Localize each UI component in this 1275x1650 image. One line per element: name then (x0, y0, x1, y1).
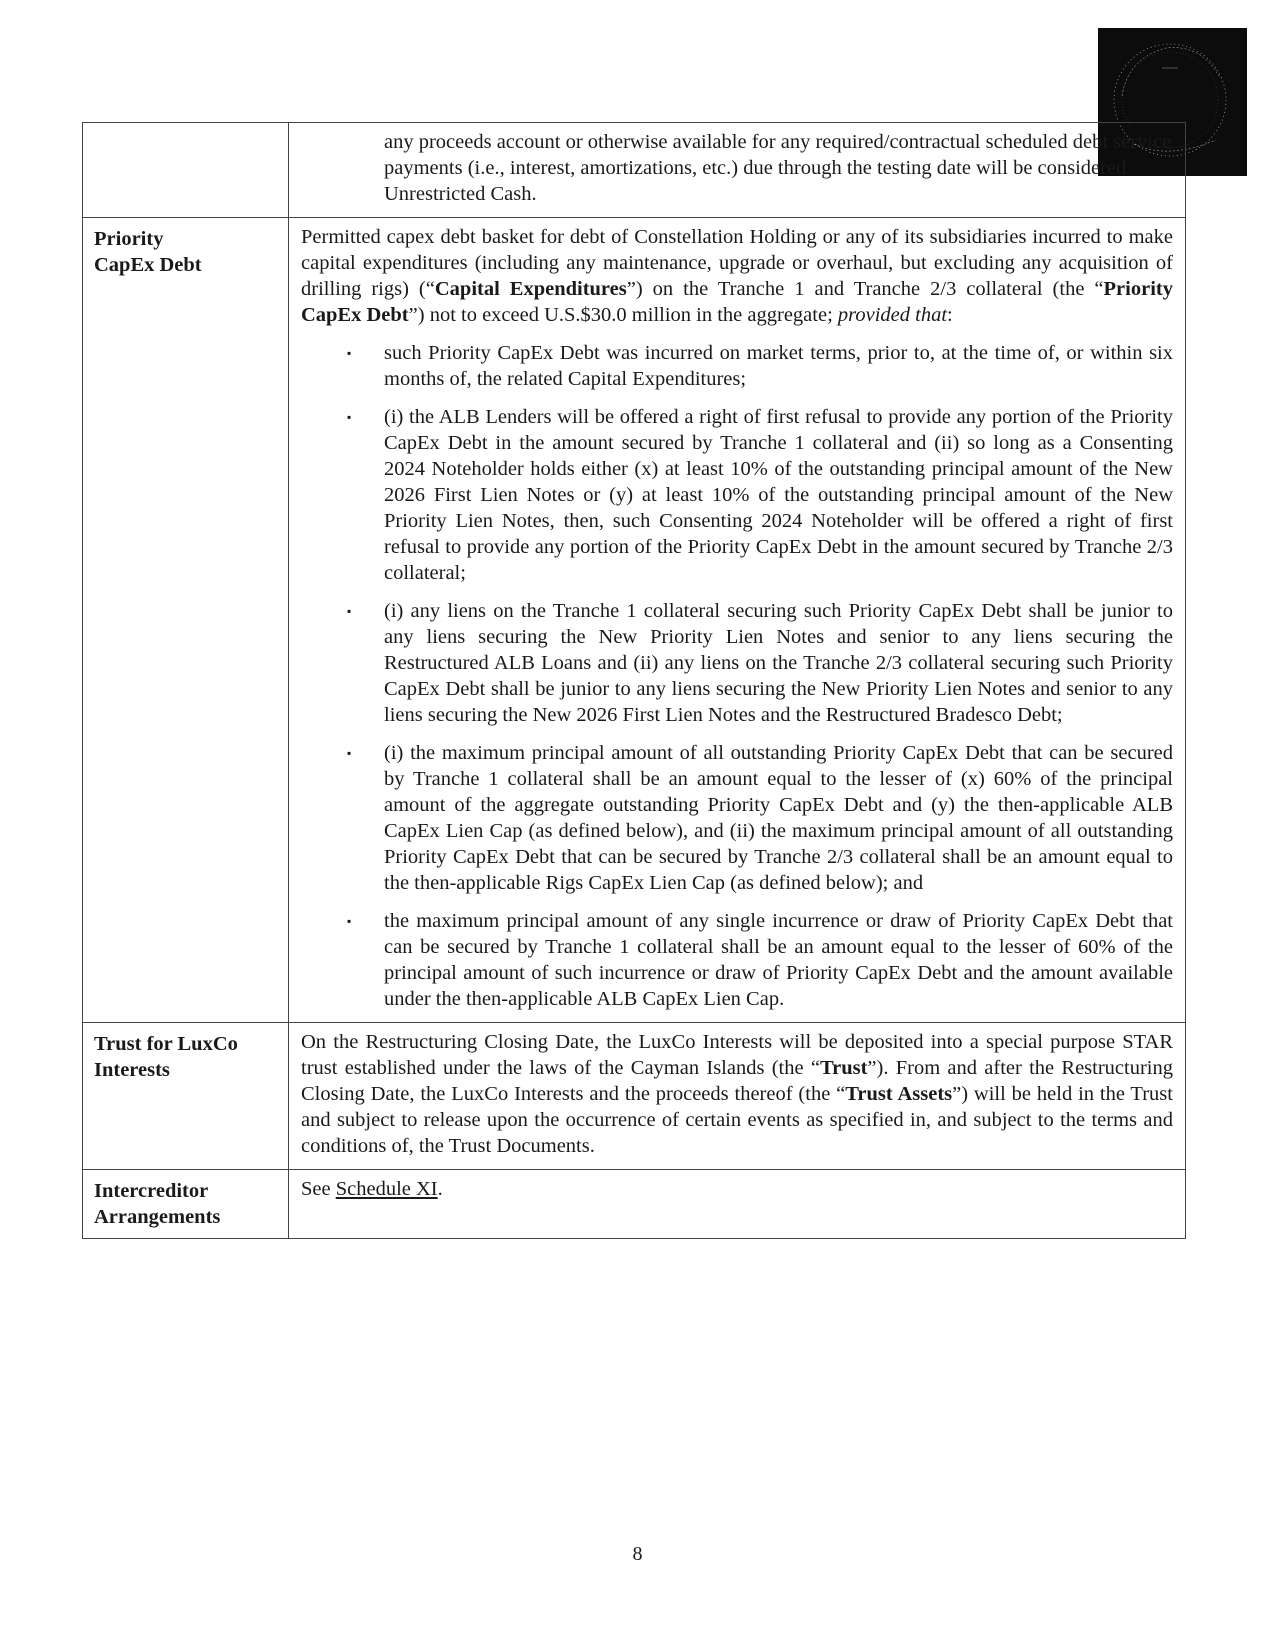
italic-text: provided that (837, 304, 948, 326)
term-line: Interests (94, 1059, 170, 1081)
term-sheet-table (82, 122, 1186, 1239)
text-run: ”) on the Tranche 1 and Tranche 2/3 collateral (the “ (626, 278, 1104, 300)
bullet-marker: ▪ (347, 604, 352, 618)
row-term (83, 218, 289, 1023)
text-run: Permitted capex debt basket for debt of Constellation Holding or any of its subsidiaries incurred to make capital expenditures (including any maintenance, upgrade or overhaul, but excluding any acquisition of drilling rigs) (“ (301, 226, 1173, 300)
term-line: Trust for LuxCo (94, 1033, 238, 1055)
list-item-text: (i) the ALB Lenders will be offered a right of first refusal to provide any portion of the Priority CapEx Debt in the amount secured by Tranche 1 collateral and (ii) so long as a Consenting 2024 Noteholder holds either (x) at least 10% of the outstanding principal amount of the New 2026 First Lien Notes or (y) at least 10% of the outstanding principal amount of the New Priority Lien Notes, then, such Consenting 2024 Noteholder will be offered a right of first refusal to provide any portion of the Priority CapEx Debt in the amount secured by Tranche 2/3 collateral; (384, 406, 1173, 584)
text-run: : (947, 304, 953, 326)
defined-term: Capital Expenditures (434, 278, 627, 300)
list-item (301, 598, 1173, 728)
row-body (289, 1170, 1186, 1239)
bullet-marker: ▪ (347, 914, 352, 928)
table-row (83, 1023, 1186, 1170)
table-row (83, 218, 1186, 1023)
text-run: ”). From and after the Restructuring Closing Date, the LuxCo Interests and the proceeds thereof (the “ (301, 1057, 1173, 1105)
text-run: See (301, 1178, 336, 1200)
text-run: On the Restructuring Closing Date, the LuxCo Interests will be deposited into a special purpose STAR trust established under the laws of the Cayman Islands (the “ (301, 1031, 1173, 1079)
list-item-text: the maximum principal amount of any single incurrence or draw of Priority CapEx Debt that can be secured by Tranche 1 collateral shall be an amount equal to the lesser of 60% of the principal amount of such incurrence or draw of Priority CapEx Debt and the amount available under the then-applicable ALB CapEx Lien Cap. (384, 910, 1173, 1010)
text-run: . (437, 1178, 443, 1200)
list-item-text: (i) any liens on the Tranche 1 collateral securing such Priority CapEx Debt shall be junior to any liens securing the New Priority Lien Notes and senior to any liens securing the Restructured ALB Loans and (ii) any liens on the Tranche 2/3 collateral securing such Priority CapEx Debt shall be junior to any liens securing the New Priority Lien Notes and senior to any liens securing the New 2026 First Lien Notes and the Restructured Bradesco Debt; (384, 600, 1173, 726)
list-item (301, 404, 1173, 586)
table-row (83, 123, 1186, 218)
term-line: CapEx Debt (94, 254, 202, 276)
defined-term: Trust Assets (845, 1083, 953, 1105)
defined-term: Trust (819, 1057, 868, 1079)
bullet-marker: ▪ (347, 746, 352, 760)
term-line: Arrangements (94, 1206, 221, 1228)
continued-paragraph: any proceeds account or otherwise available for any required/contractual scheduled debt service payments (i.e., interest, amortizations, etc.) due through the testing date will be considered Unrestricted Cash. (384, 131, 1172, 205)
page-number: 8 (632, 1543, 643, 1565)
term-line: Priority (94, 228, 164, 250)
row-body (289, 123, 1186, 218)
row-body (289, 218, 1186, 1023)
bullet-marker: ▪ (347, 346, 352, 360)
list-item-text: such Priority CapEx Debt was incurred on market terms, prior to, at the time of, or within six months of, the related Capital Expenditures; (384, 342, 1173, 390)
trust-paragraph (301, 1029, 1173, 1159)
list-item (301, 340, 1173, 392)
row-term (83, 1170, 289, 1239)
condition-list (301, 340, 1173, 1012)
row-term (83, 1023, 289, 1170)
text-run: ”) will be held in the Trust and subject to release upon the occurrence of certain events as specified in, and subject to the terms and conditions of, the Trust Documents. (301, 1083, 1173, 1157)
list-item-text: (i) the maximum principal amount of all outstanding Priority CapEx Debt that can be secured by Tranche 1 collateral shall be an amount equal to the lesser of (x) 60% of the principal amount of the aggregate outstanding Priority CapEx Debt and (y) the then-applicable ALB CapEx Lien Cap (as defined below), and (ii) the maximum principal amount of all outstanding Priority CapEx Debt that can be secured by Tranche 2/3 collateral shall be an amount equal to the then-applicable Rigs CapEx Lien Cap (as defined below); and (384, 742, 1173, 894)
list-item (301, 908, 1173, 1012)
defined-term: Priority CapEx Debt (301, 278, 1173, 326)
text-run: ”) not to exceed U.S.$30.0 million in the aggregate; (408, 304, 838, 326)
schedule-reference: Schedule XI (335, 1178, 438, 1200)
table-row (83, 1170, 1186, 1239)
list-item (301, 740, 1173, 896)
row-body (289, 1023, 1186, 1170)
row-term (83, 123, 289, 218)
term-line: Intercreditor (94, 1180, 209, 1202)
intercreditor-paragraph (301, 1176, 1173, 1202)
intro-paragraph (301, 224, 1173, 328)
bullet-marker: ▪ (347, 410, 352, 424)
